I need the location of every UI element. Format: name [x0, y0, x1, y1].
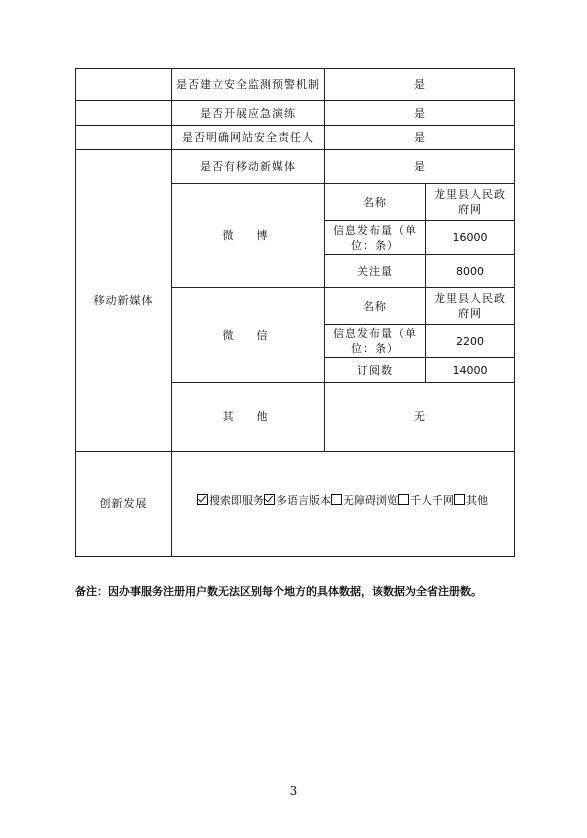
mobile-media-section: 移动新媒体 [76, 150, 172, 452]
table-row [76, 69, 515, 101]
table-row [76, 101, 515, 126]
row-value: 是 [325, 101, 515, 126]
innovation-option[interactable] [197, 493, 264, 508]
section-cell-empty [76, 69, 172, 101]
innovation-option-label: 搜索即服务 [209, 494, 264, 508]
page-number: 3 [289, 784, 298, 798]
row-value: 是 [325, 69, 515, 101]
other-label: 其 他 [172, 383, 325, 452]
checked-checkbox-icon[interactable] [197, 494, 208, 505]
innovation-options-cell [172, 451, 515, 556]
weibo-name-value: 龙里县人民政府网 [426, 184, 515, 220]
innovation-option-label: 其他 [466, 494, 488, 508]
weixin-name-value: 龙里县人民政府网 [426, 288, 515, 324]
innovation-checkbox-group [175, 493, 511, 508]
has-mobile-media-label: 是否有移动新媒体 [172, 150, 325, 184]
row-value: 是 [325, 126, 515, 150]
weixin-posts-value: 2200 [426, 324, 515, 357]
innovation-option[interactable] [331, 493, 398, 508]
innovation-option-label: 多语言版本 [276, 494, 331, 508]
weibo-follow-value: 8000 [426, 255, 515, 288]
row-label: 是否建立安全监测预警机制 [172, 69, 325, 101]
weixin-name-label: 名称 [325, 288, 426, 324]
weibo-label: 微 博 [172, 184, 325, 288]
other-value: 无 [325, 383, 515, 452]
section-cell-empty [76, 101, 172, 126]
weibo-name-label: 名称 [325, 184, 426, 220]
table-row [76, 126, 515, 150]
checkbox-icon[interactable] [331, 494, 342, 505]
website-info-table [75, 68, 515, 557]
has-mobile-media-value: 是 [325, 150, 515, 184]
innovation-section: 创新发展 [76, 451, 172, 556]
weixin-label: 微 信 [172, 288, 325, 383]
checked-checkbox-icon[interactable] [264, 494, 275, 505]
weibo-posts-label: 信息发布量（单位：条） [325, 220, 426, 254]
innovation-option-label: 无障碍浏览 [343, 494, 398, 508]
weixin-posts-label: 信息发布量（单位：条） [325, 324, 426, 357]
innovation-option-label: 千人千网 [410, 494, 454, 508]
weibo-posts-value: 16000 [426, 220, 515, 254]
checkbox-icon[interactable] [398, 494, 409, 505]
table-row [76, 150, 515, 184]
innovation-option[interactable] [398, 493, 454, 508]
row-label: 是否开展应急演练 [172, 101, 325, 126]
checkbox-icon[interactable] [454, 494, 465, 505]
footnote: 备注：因办事服务注册用户数无法区别每个地方的具体数据，该数据为全省注册数。 [75, 585, 482, 598]
weixin-sub-value: 14000 [426, 358, 515, 383]
section-cell-empty [76, 126, 172, 150]
weixin-sub-label: 订阅数 [325, 358, 426, 383]
row-label: 是否明确网站安全责任人 [172, 126, 325, 150]
weibo-follow-label: 关注量 [325, 255, 426, 288]
innovation-option[interactable] [454, 493, 488, 508]
table-row [76, 451, 515, 556]
innovation-option[interactable] [264, 493, 331, 508]
